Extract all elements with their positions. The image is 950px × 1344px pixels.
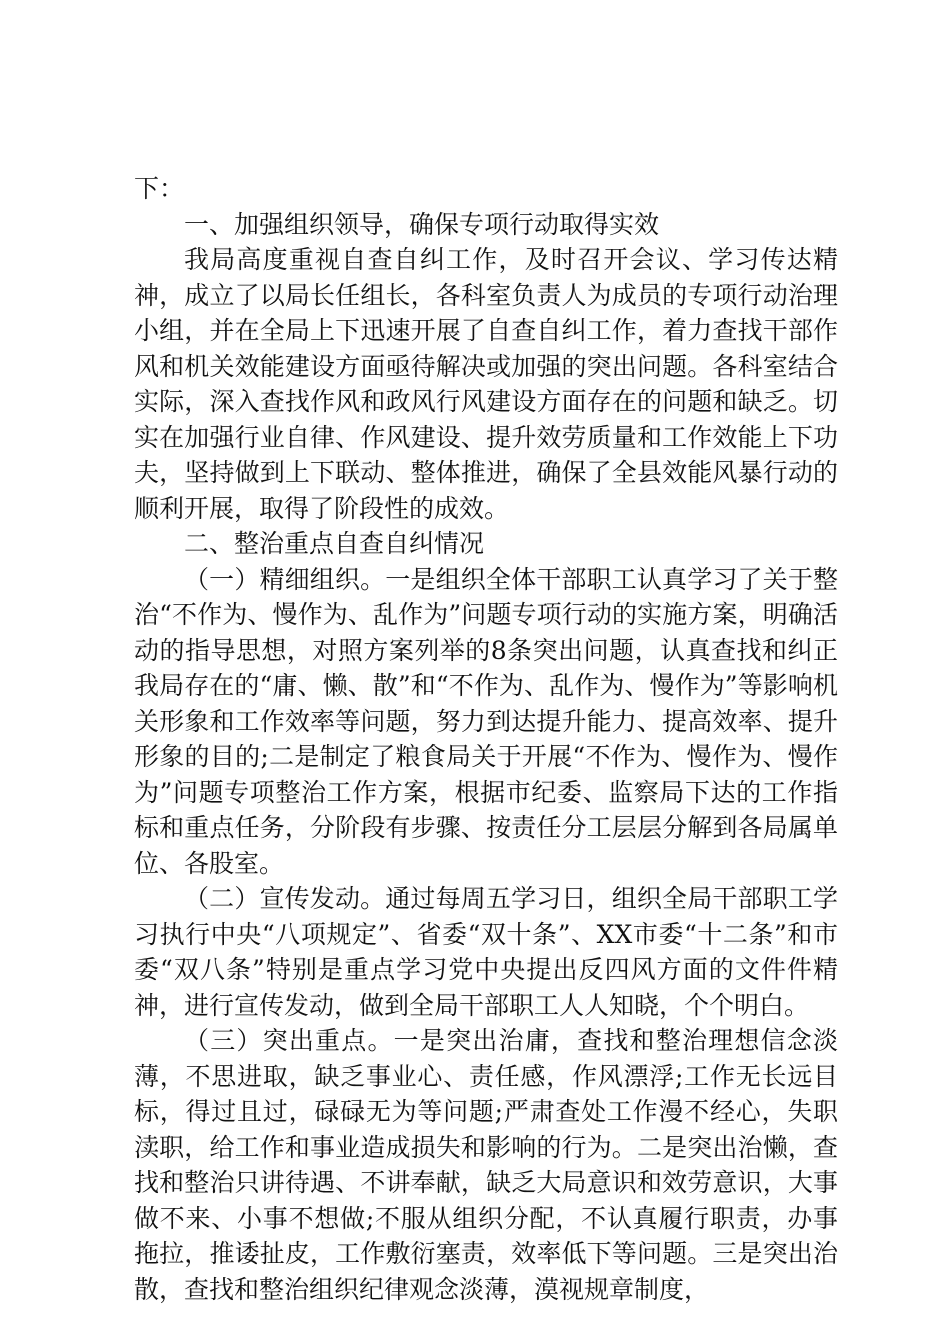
- item1-paragraph: （一）精细组织。一是组织全体干部职工认真学习了关于整治“不作为、慢作为、乱作为”问题专项行动的实施方案，明确活动的指导思想，对照方案列举的8条突出问题，认真查找和纠正我局存在的“庸、懒、散”和“不作为、乱作为、慢作为”等影响机关形象和工作效率等问题，努力到达提升能力、提高效率、提升形象的目的;二是制定了粮食局关于开展“不作为、慢作为、慢作为”问题专项整治工作方案，根据市纪委、监察局下达的工作指标和重点任务，分阶段有步骤、按责任分工层层分解到各局属单位、各股室。: [134, 564, 838, 878]
- document-page: [134, 171, 838, 1307]
- section2-heading: 二、整治重点自查自纠情况: [184, 529, 485, 558]
- item3-paragraph: （三）突出重点。一是突出治庸，查找和整治理想信念淡薄，不思进取，缺乏事业心、责任感，作风漂浮;工作无长远目标，得过且过，碌碌无为等问题;严肃查处工作漫不经心，失职渎职，给工作和事业造成损失和影响的行为。二是突出治懒，查找和整治只讲待遇、不讲奉献，缺乏大局意识和效劳意识，大事做不来、小事不想做;不服从组织分配，不认真履行职责，办事拖拉，推诿扯皮，工作敷衍塞责，效率低下等问题。三是突出治散，查找和整治组织纪律观念淡薄，漠视规章制度，: [134, 1026, 838, 1304]
- item2-paragraph: （二）宣传发动。通过每周五学习日，组织全局干部职工学习执行中央“八项规定”、省委“双十条”、XX市委“十二条”和市委“双八条”特别是重点学习党中央提出反四风方面的文件件精神，进行宣传发动，做到全局干部职工人人知晓，个个明白。: [134, 884, 838, 1020]
- section1-heading: 一、加强组织领导，确保专项行动取得实效: [184, 209, 660, 239]
- continuation-text: 下：: [134, 174, 185, 203]
- section1-paragraph: 我局高度重视自查自纠工作，及时召开会议、学习传达精神，成立了以局长任组长，各科室负责人为成员的专项行动治理小组，并在全局上下迅速开展了自查自纠工作，着力查找干部作风和机关效能建设方面亟待解决或加强的突出问题。各科室结合实际，深入查找作风和政风行风建设方面存在的问题和缺乏。切实在加强行业自律、作风建设、提升效劳质量和工作效能上下功夫，坚持做到上下联动、整体推进，确保了全县效能风暴行动的顺利开展，取得了阶段性的成效。: [134, 245, 838, 523]
